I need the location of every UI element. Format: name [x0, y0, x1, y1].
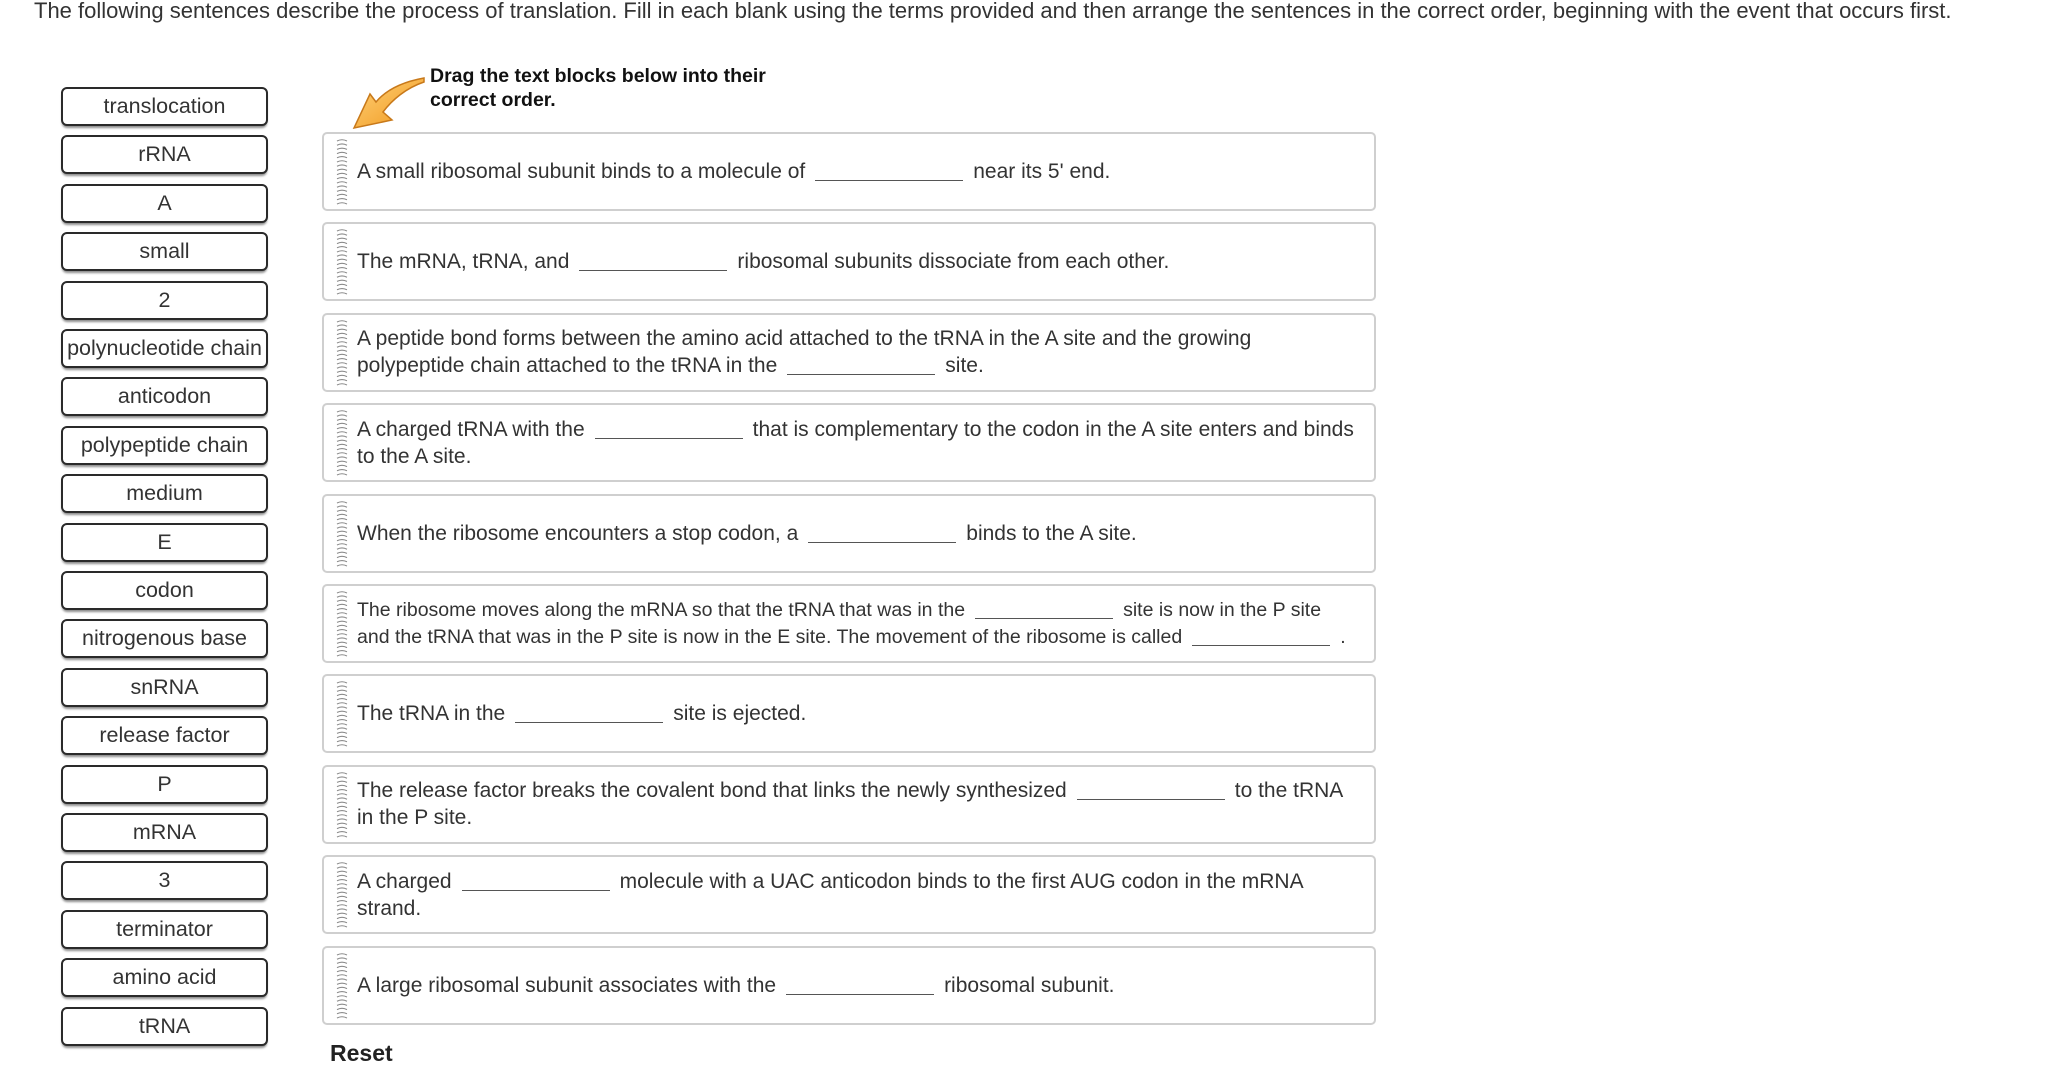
sentence-text: [357, 586, 1354, 661]
drag-handle-icon[interactable]: [335, 319, 349, 388]
term-chip[interactable]: rRNA: [61, 135, 268, 174]
sentence-text: [357, 948, 1354, 1023]
blank-drop-target[interactable]: [1077, 798, 1225, 800]
term-chip[interactable]: nitrogenous base: [61, 619, 268, 658]
term-chip[interactable]: medium: [61, 474, 268, 513]
term-chip[interactable]: 2: [61, 281, 268, 320]
sentence-block[interactable]: [322, 584, 1376, 663]
drag-handle-icon[interactable]: [335, 861, 349, 930]
sentence-part: A small ribosomal subunit binds to a molecule of: [357, 160, 806, 183]
blank-drop-target[interactable]: [462, 889, 610, 891]
sentence-text: [357, 767, 1354, 842]
blank-drop-target[interactable]: [815, 179, 963, 181]
term-chip[interactable]: mRNA: [61, 813, 268, 852]
term-chip[interactable]: polynucleotide chain: [61, 329, 268, 368]
reset-button[interactable]: Reset: [330, 1040, 393, 1066]
sentence-part: near its 5' end.: [973, 160, 1111, 183]
drag-handle-icon[interactable]: [335, 409, 349, 478]
blank-drop-target[interactable]: [595, 437, 743, 439]
sentence-block[interactable]: [322, 132, 1376, 211]
sentence-block[interactable]: [322, 494, 1376, 573]
sentence-part: A large ribosomal subunit associates with the: [357, 973, 777, 997]
blank-drop-target[interactable]: [787, 373, 935, 375]
sentence-part: molecule with a UAC anticodon binds to the first AUG codon in the mRNA strand.: [357, 869, 1303, 920]
blank-drop-target[interactable]: [808, 541, 956, 543]
sentence-text: [357, 857, 1354, 932]
sentence-block[interactable]: [322, 403, 1376, 482]
sentence-text: [357, 676, 1354, 751]
sentence-part: The mRNA, tRNA, and: [357, 250, 570, 274]
sentence-part: ribosomal subunit.: [944, 973, 1115, 997]
term-chip[interactable]: terminator: [61, 910, 268, 949]
sentence-part: The tRNA in the: [357, 702, 506, 726]
sentence-block[interactable]: [322, 222, 1376, 301]
sentence-part: The release factor breaks the covalent bond that links the newly synthesized: [357, 779, 1067, 803]
term-chip[interactable]: polypeptide chain: [61, 426, 268, 465]
sentence-part: When the ribosome encounters a stop codon, a: [357, 521, 799, 545]
sentence-part: A peptide bond forms between the amino acid attached to the tRNA in the A site and the growing polypeptide chain attached to the tRNA in the: [357, 327, 1252, 378]
sentence-block[interactable]: [322, 674, 1376, 753]
sentence-part: to the tRNA in the P site.: [357, 779, 1343, 830]
drag-handle-icon[interactable]: [335, 138, 349, 207]
sentence-block[interactable]: [322, 946, 1376, 1025]
sentence-text: [357, 405, 1354, 480]
term-chip[interactable]: codon: [61, 571, 268, 610]
term-chip[interactable]: E: [61, 523, 268, 562]
blank-drop-target[interactable]: [975, 617, 1113, 619]
sentence-part: The ribosome moves along the mRNA so that the tRNA that was in the: [357, 598, 966, 621]
term-chip[interactable]: amino acid: [61, 958, 268, 997]
sentence-text: [357, 496, 1354, 571]
sentence-part: ribosomal subunits dissociate from each other.: [737, 250, 1170, 274]
drag-handle-icon[interactable]: [335, 500, 349, 569]
arrow-icon: [352, 74, 426, 130]
drag-handle-icon[interactable]: [335, 590, 349, 659]
sentence-text: [357, 134, 1354, 209]
hint-text: Drag the text blocks below into their correct order.: [430, 65, 766, 111]
sentence-part: that is complementary to the codon in the A site enters and binds to the A site.: [357, 417, 1354, 468]
term-chip[interactable]: snRNA: [61, 668, 268, 707]
term-chip[interactable]: anticodon: [61, 377, 268, 416]
sentence-part: A charged tRNA with the: [357, 417, 585, 441]
sentence-block[interactable]: [322, 313, 1376, 392]
term-chip[interactable]: 3: [61, 861, 268, 900]
blank-drop-target[interactable]: [515, 721, 663, 723]
sentence-part: A charged: [357, 869, 452, 893]
drag-handle-icon[interactable]: [335, 680, 349, 749]
blank-drop-target[interactable]: [579, 269, 727, 271]
sentence-part: site is now in the P site and the tRNA that was in the P site is now in the E site. The movement of the ribosome is called: [357, 598, 1322, 648]
sentence-block[interactable]: [322, 765, 1376, 844]
term-chip[interactable]: P: [61, 765, 268, 804]
drag-handle-icon[interactable]: [335, 952, 349, 1021]
term-chip[interactable]: release factor: [61, 716, 268, 755]
term-chip[interactable]: small: [61, 232, 268, 271]
sentence-text: [357, 224, 1354, 299]
sentence-part: site is ejected.: [673, 702, 807, 726]
term-chip[interactable]: tRNA: [61, 1007, 268, 1046]
drag-handle-icon[interactable]: [335, 228, 349, 297]
blank-drop-target[interactable]: [1192, 644, 1330, 646]
term-chip[interactable]: A: [61, 184, 268, 223]
sentence-block[interactable]: [322, 855, 1376, 934]
sentence-part: binds to the A site.: [966, 521, 1137, 545]
drag-handle-icon[interactable]: [335, 771, 349, 840]
sentence-part: site.: [945, 354, 984, 378]
sentence-part: .: [1340, 625, 1346, 648]
term-chip[interactable]: translocation: [61, 87, 268, 126]
sentence-text: [357, 315, 1354, 390]
instructions-text: The following sentences describe the process of translation. Fill in each blank using the terms provided and then arrange the sentences in the correct order, beginning with the event that occurs first.: [34, 0, 1952, 23]
blank-drop-target[interactable]: [786, 993, 934, 995]
